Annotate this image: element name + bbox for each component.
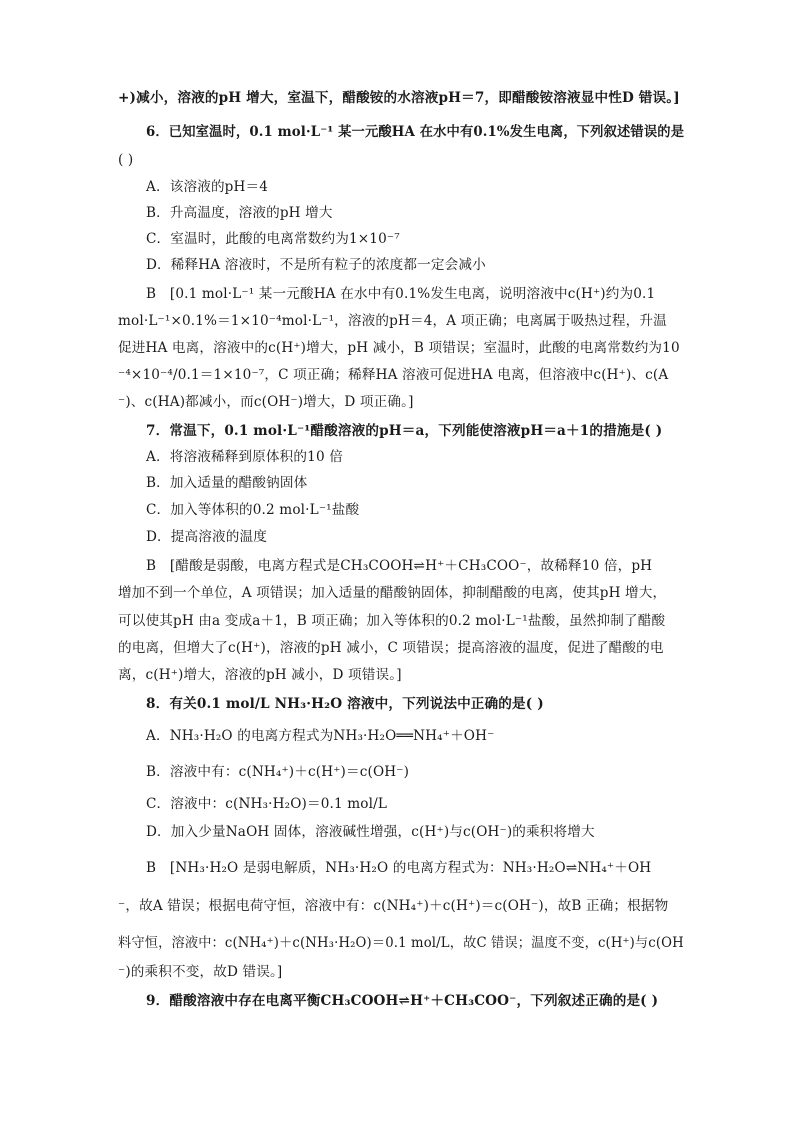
question-8-answer: 料守恒，溶液中：c(NH₄⁺)＋c(NH₃·H₂O)＝0.1 mol/L，故C 错误；温度不变，c(H⁺)与c(OH <box>118 935 684 951</box>
question-7-answer: 离，c(H⁺)增大，溶液的pH 减小，D 项错误。] <box>118 667 402 683</box>
question-6-option-c: C．室温时，此酸的电离常数约为1×10⁻⁷ <box>146 231 400 247</box>
question-6-answer: 促进HA 电离，溶液中的c(H⁺)增大，pH 减小，B 项错误；室温时，此酸的电离常数约为10 <box>118 340 680 356</box>
question-6-option-d: D．稀释HA 溶液时，不是所有粒子的浓度都一定会减小 <box>146 257 486 273</box>
question-7-option-d: D．提高溶液的温度 <box>146 529 267 545</box>
question-6-answer: ⁻⁴×10⁻⁴/0.1＝1×10⁻⁷，C 项正确；稀释HA 溶液可促进HA 电离，但溶液中c(H⁺)、c(A <box>118 367 669 383</box>
question-8-option-d: D．加入少量NaOH 固体，溶液碱性增强，c(H⁺)与c(OH⁻)的乘积将增大 <box>146 824 595 840</box>
answer-continuation: +)减小，溶液的pH 增大，室温下，醋酸铵的水溶液pH＝7，即醋酸铵溶液显中性D 错误。] <box>118 90 680 106</box>
question-8-option-a: A．NH₃·H₂O 的电离方程式为NH₃·H₂O══NH₄⁺＋OH⁻ <box>146 728 495 744</box>
question-7-answer: 的电离，但增大了c(H⁺)，溶液的pH 减小，C 项错误；提高溶液的温度，促进了醋酸的电 <box>118 640 664 656</box>
question-7-answer: 可以使其pH 由a 变成a＋1，B 项正确；加入等体积的0.2 mol·L⁻¹盐酸，虽然抑制了醋酸 <box>118 613 666 629</box>
question-6-option-a: A．该溶液的pH＝4 <box>146 179 269 195</box>
question-6-answer: B [0.1 mol·L⁻¹ 某一元酸HA 在水中有0.1%发生电离，说明溶液中c(H⁺)约为0.1 <box>146 286 656 302</box>
question-7-option-c: C．加入等体积的0.2 mol·L⁻¹盐酸 <box>146 502 360 518</box>
question-8-answer: ⁻)的乘积不变，故D 错误。] <box>118 964 283 980</box>
question-8-option-c: C．溶液中：c(NH₃·H₂O)＝0.1 mol/L <box>146 796 388 812</box>
question-7-option-b: B．加入适量的醋酸钠固体 <box>146 475 308 491</box>
question-7-option-a: A．将溶液稀释到原体积的10 倍 <box>146 449 343 465</box>
question-7-stem: 7．常温下，0.1 mol·L⁻¹醋酸溶液的pH＝a，下列能使溶液pH＝a＋1的措施是( ) <box>146 423 663 439</box>
question-6-answer: mol·L⁻¹×0.1%＝1×10⁻⁴mol·L⁻¹，溶液的pH＝4，A 项正确；电离属于吸热过程，升温 <box>118 313 667 329</box>
question-7-answer: 增加不到一个单位，A 项错误；加入适量的醋酸钠固体，抑制醋酸的电离，使其pH 增大， <box>118 585 667 601</box>
question-7-answer: B [醋酸是弱酸，电离方程式是CH₃COOH⇌H⁺＋CH₃COO⁻，故稀释10 倍，pH <box>146 558 653 574</box>
question-9-stem: 9．醋酸溶液中存在电离平衡CH₃COOH⇌H⁺＋CH₃COO⁻，下列叙述正确的是( ) <box>146 993 659 1009</box>
question-8-stem: 8．有关0.1 mol/L NH₃·H₂O 溶液中，下列说法中正确的是( ) <box>146 696 544 712</box>
question-8-option-b: B．溶液中有：c(NH₄⁺)＋c(H⁺)＝c(OH⁻) <box>146 764 410 780</box>
question-6-option-b: B．升高温度，溶液的pH 增大 <box>146 205 333 221</box>
question-8-answer: ⁻，故A 错误；根据电荷守恒，溶液中有：c(NH₄⁺)＋c(H⁺)＝c(OH⁻)，故B 正确；根据物 <box>118 898 669 914</box>
question-6-stem: 6．已知室温时，0.1 mol·L⁻¹ 某一元酸HA 在水中有0.1%发生电离，下列叙述错误的是 <box>146 124 685 140</box>
question-6-answer: ⁻)、c(HA)都减小，而c(OH⁻)增大，D 项正确。] <box>118 394 414 410</box>
question-6-blank: ( ) <box>118 152 134 168</box>
question-8-answer: B [NH₃·H₂O 是弱电解质，NH₃·H₂O 的电离方程式为：NH₃·H₂O⇌NH₄⁺＋OH <box>146 860 652 876</box>
